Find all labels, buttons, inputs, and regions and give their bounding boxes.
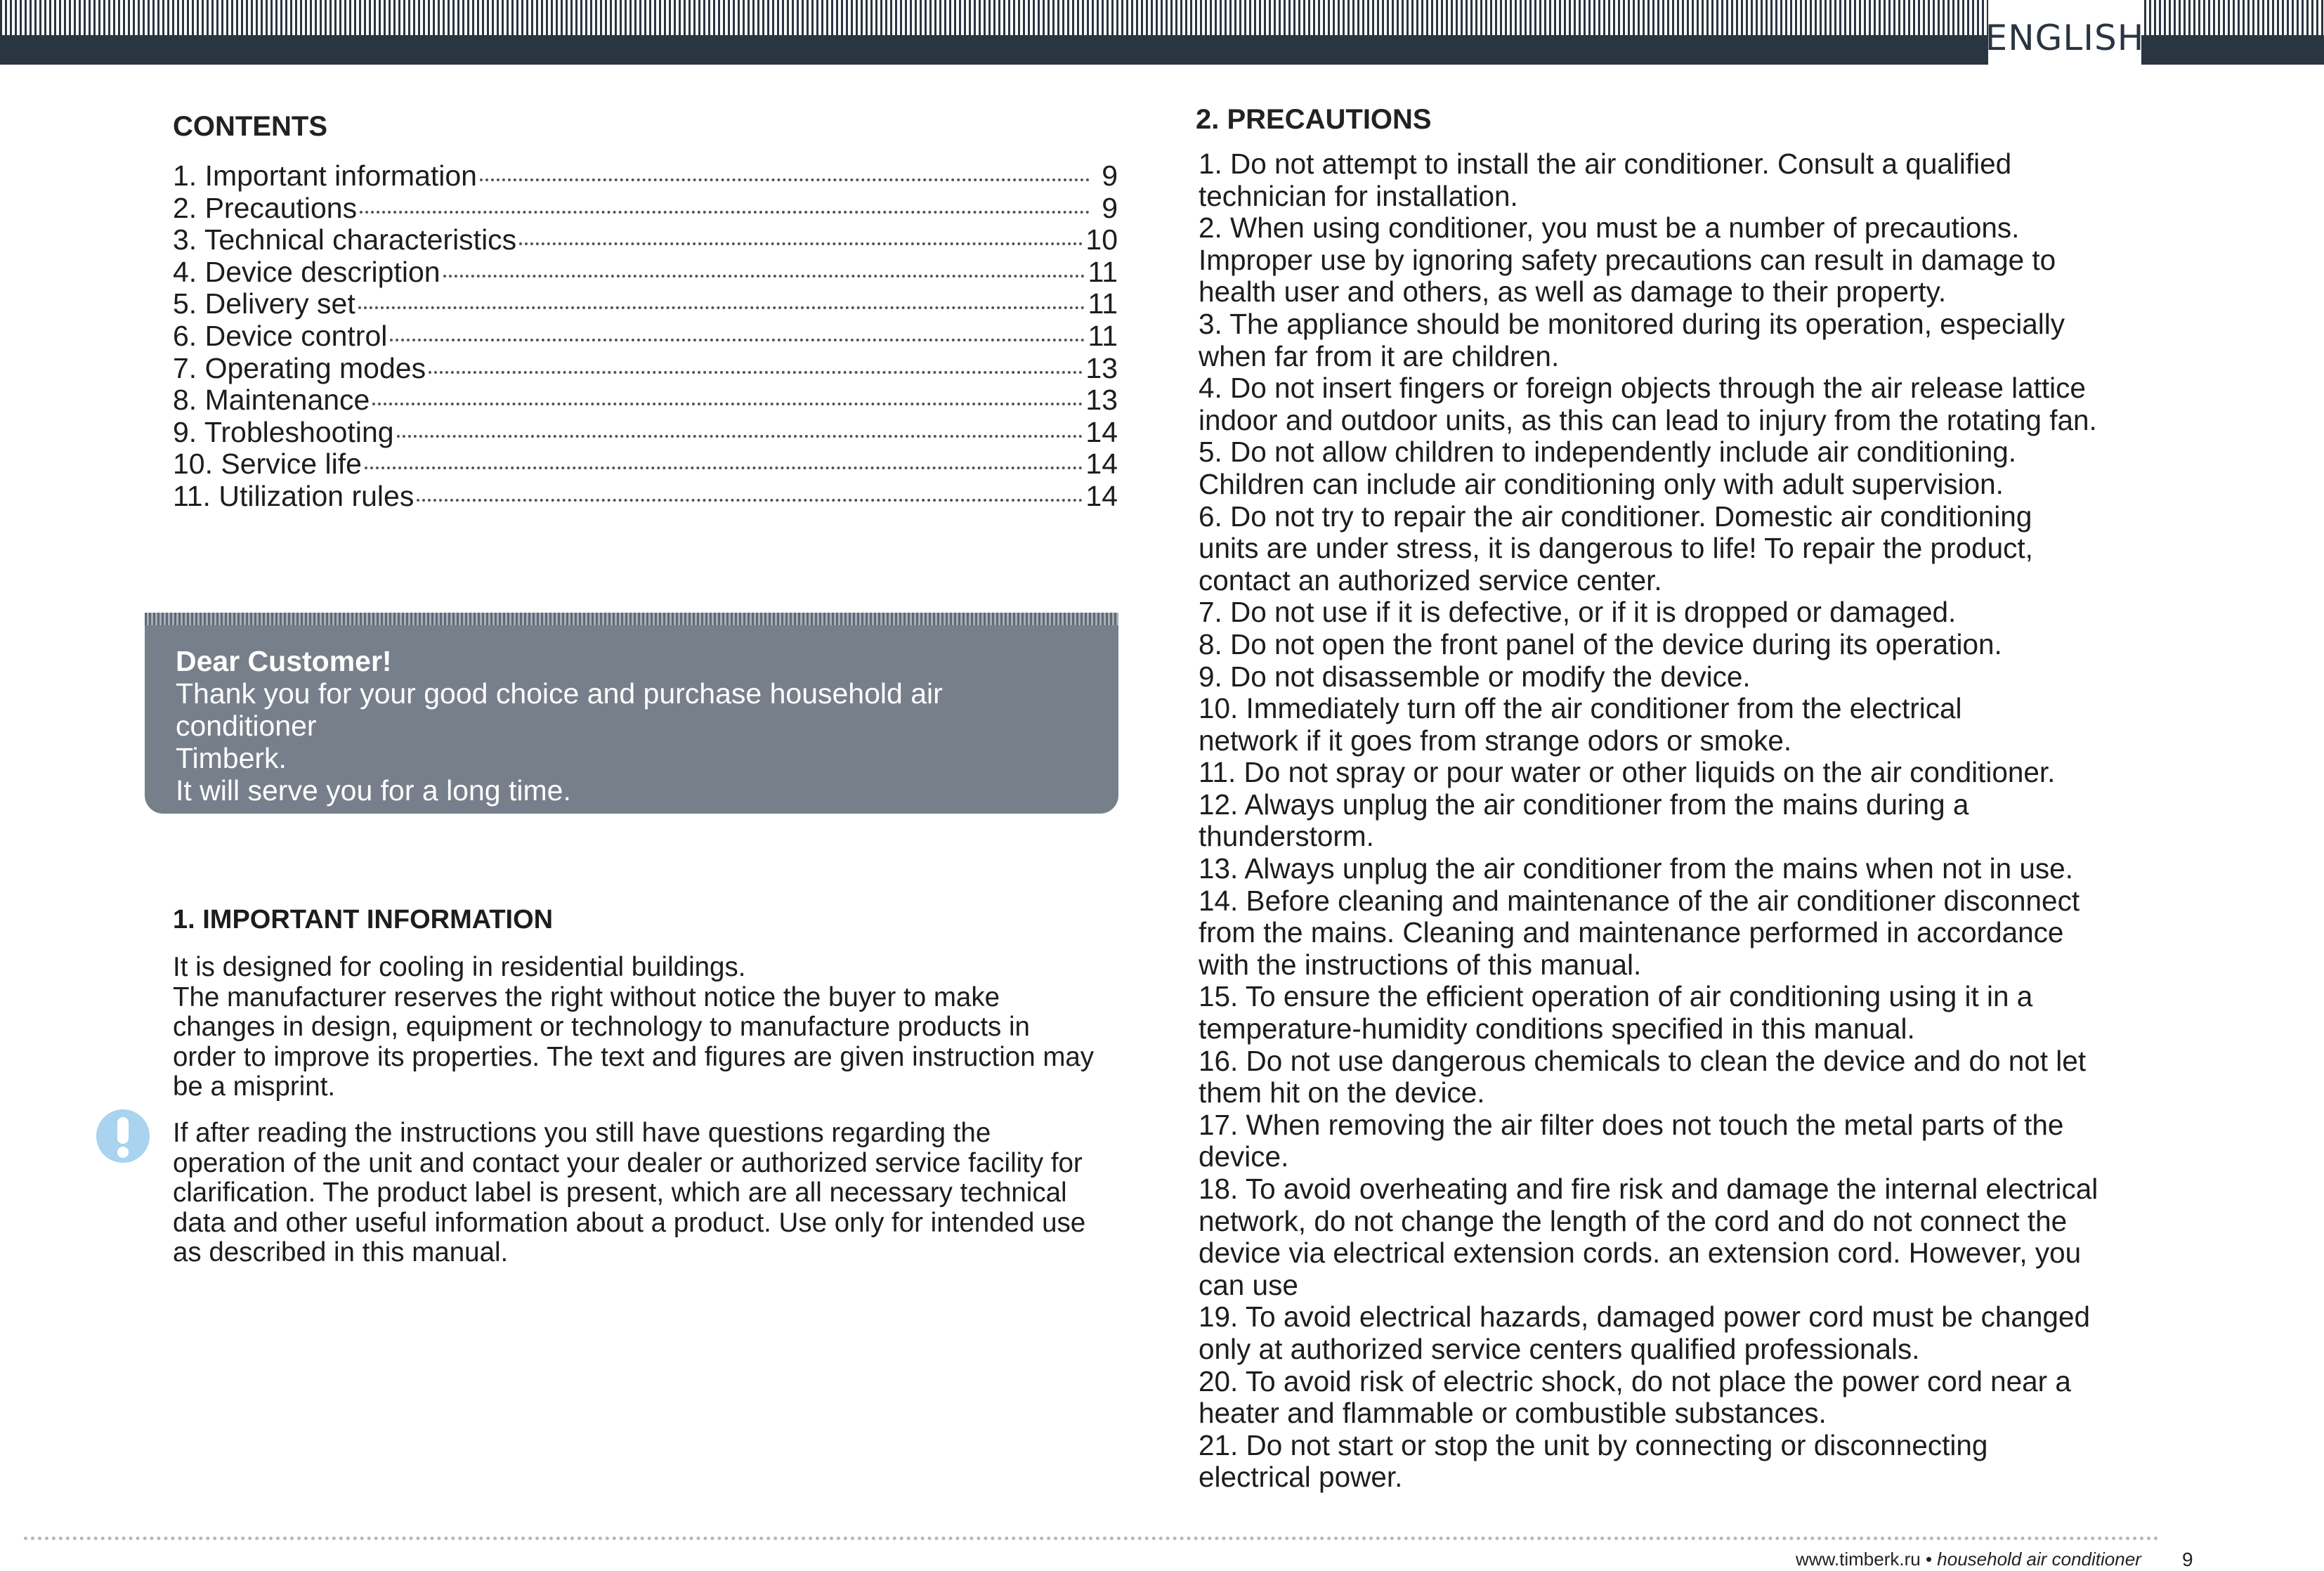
greeting-line: Thank you for your good choice and purchase household air conditioner	[176, 677, 943, 742]
toc-leader-dots	[429, 371, 1083, 374]
toc-entry-page: 11	[1088, 319, 1118, 352]
precaution-line: 13. Always unplug the air conditioner from the mains when not in use.	[1199, 852, 2073, 885]
toc-entry-label: 10. Service life	[173, 448, 362, 481]
text-line: If after reading the instructions you still have questions regarding the	[173, 1118, 991, 1148]
precaution-line: 9. Do not disassemble or modify the device.	[1199, 660, 1751, 693]
toc-entry	[173, 288, 1118, 320]
footer-tagline: household air conditioner	[1937, 1549, 2141, 1570]
text-line: as described in this manual.	[173, 1237, 509, 1267]
precaution-line: 20. To avoid risk of electric shock, do not place the power cord near a	[1199, 1364, 2071, 1397]
toc-entry	[173, 256, 1118, 289]
precaution-line: thunderstorm.	[1199, 820, 1374, 853]
footer-separator: •	[1925, 1549, 1933, 1570]
important-info-paragraph	[173, 953, 1128, 1102]
precaution-line: them hit on the device.	[1199, 1076, 1485, 1109]
toc-entry	[173, 417, 1118, 449]
page-number: 9	[2182, 1549, 2193, 1570]
toc-leader-dots	[360, 211, 1090, 214]
toc-entry-page: 11	[1088, 255, 1118, 288]
precaution-line: 21. Do not start or stop the unit by connecting or disconnecting	[1199, 1428, 1988, 1461]
toc-entry	[173, 224, 1118, 256]
text-line: order to improve its properties. The text and figures are given instruction may	[173, 1041, 1095, 1072]
toc-leader-dots	[372, 403, 1083, 405]
precaution-line: 14. Before cleaning and maintenance of the air conditioner disconnect	[1199, 884, 2080, 917]
greeting-stripe	[145, 613, 1118, 625]
exclamation-icon	[96, 1109, 150, 1163]
toc-entry-page: 14	[1085, 448, 1118, 481]
toc-entry	[173, 481, 1118, 513]
precaution-line: health user and others, as well as damage to their property.	[1199, 275, 1947, 308]
precaution-line: indoor and outdoor units, as this can lead to injury from the rotating fan.	[1199, 403, 2097, 436]
precautions-list	[1199, 148, 2154, 1494]
precaution-line: units are under stress, it is dangerous to life! To repair the product,	[1199, 532, 2033, 565]
toc-entry-label: 4. Device description	[173, 255, 440, 288]
text-line: changes in design, equipment or technology to manufacture products in	[173, 1012, 1030, 1042]
toc-leader-dots	[480, 178, 1090, 181]
precaution-line: contact an authorized service center.	[1199, 563, 1662, 597]
table-of-contents	[173, 160, 1118, 513]
precaution-line: device.	[1199, 1140, 1289, 1173]
text-line: The manufacturer reserves the right without notice the buyer to make	[173, 982, 1000, 1012]
greeting-line: It will serve you for a long time.	[176, 774, 571, 807]
precaution-line: 3. The appliance should be monitored during its operation, especially	[1199, 307, 2065, 340]
precaution-line: can use	[1199, 1268, 1298, 1301]
precaution-line: 17. When removing the air filter does not touch the metal parts of the	[1199, 1108, 2064, 1141]
precaution-line: technician for installation.	[1199, 179, 1518, 212]
toc-leader-dots	[390, 339, 1085, 341]
footer-website	[1796, 1549, 2141, 1570]
toc-entry	[173, 160, 1118, 193]
text-line: clarification. The product label is present, which are all necessary technical	[173, 1178, 1067, 1208]
precaution-line: Improper use by ignoring safety precautions can result in damage to	[1199, 243, 2056, 276]
precautions-heading: 2. PRECAUTIONS	[1196, 104, 1432, 135]
precaution-line: 18. To avoid overheating and fire risk and damage the internal electrical	[1199, 1173, 2098, 1205]
precaution-line: 2. When using conditioner, you must be a number of precautions.	[1199, 211, 2020, 245]
precaution-line: 12. Always unplug the air conditioner from the mains during a	[1199, 788, 1969, 821]
precaution-line: 10. Immediately turn off the air conditioner from the electrical	[1199, 692, 1962, 725]
text-line: data and other useful information about a product. Use only for intended use	[173, 1207, 1086, 1238]
precaution-line: electrical power.	[1199, 1461, 1403, 1494]
toc-entry	[173, 353, 1118, 385]
footer-url: www.timberk.ru	[1796, 1549, 1921, 1570]
precaution-line: network, do not change the length of the cord and do not connect the	[1199, 1204, 2068, 1237]
precaution-line: 7. Do not use if it is defective, or if it is dropped or damaged.	[1199, 596, 1957, 629]
precaution-line: 15. To ensure the efficient operation of air conditioning using it in a	[1199, 980, 2033, 1013]
important-info-heading: 1. IMPORTANT INFORMATION	[173, 905, 554, 934]
text-line: be a misprint.	[173, 1071, 336, 1102]
toc-entry-label: 3. Technical characteristics	[173, 223, 517, 256]
toc-entry	[173, 384, 1118, 417]
toc-leader-dots	[365, 467, 1083, 469]
toc-entry	[173, 448, 1118, 481]
toc-entry-page: 13	[1085, 351, 1118, 384]
greeting-box	[145, 613, 1118, 814]
text-line: operation of the unit and contact your dealer or authorized service facility for	[173, 1147, 1083, 1178]
precaution-line: with the instructions of this manual.	[1199, 948, 1642, 981]
precaution-line: 4. Do not insert fingers or foreign objects through the air release lattice	[1199, 372, 2086, 405]
toc-entry-label: 8. Maintenance	[173, 384, 370, 417]
toc-leader-dots	[519, 242, 1083, 245]
toc-entry	[173, 193, 1118, 225]
toc-entry-page: 11	[1088, 287, 1118, 320]
toc-entry-label: 9. Trobleshooting	[173, 415, 394, 448]
footer-divider	[24, 1537, 2160, 1540]
toc-entry-page: 14	[1085, 479, 1118, 512]
toc-entry-label: 5. Delivery set	[173, 287, 355, 320]
toc-entry-label: 2. Precautions	[173, 191, 358, 224]
toc-entry-label: 7. Operating modes	[173, 351, 426, 384]
contents-title: CONTENTS	[173, 111, 327, 142]
toc-leader-dots	[417, 499, 1083, 502]
precaution-line: when far from it are children.	[1199, 339, 1560, 372]
precaution-line: only at authorized service centers qualified professionals.	[1199, 1332, 1920, 1365]
toc-entry-label: 11. Utilization rules	[173, 479, 414, 512]
precaution-line: device via electrical extension cords. an extension cord. However, you	[1199, 1237, 2082, 1270]
precaution-line: 11. Do not spray or pour water or other liquids on the air conditioner.	[1199, 756, 2056, 789]
important-info-note	[173, 1119, 1128, 1268]
toc-entry-label: 6. Device control	[173, 319, 388, 352]
precaution-line: 5. Do not allow children to independently include air conditioning.	[1199, 436, 2016, 469]
toc-leader-dots	[443, 275, 1085, 278]
toc-leader-dots	[358, 306, 1085, 309]
precaution-line: 1. Do not attempt to install the air conditioner. Consult a qualified	[1199, 148, 2012, 180]
precaution-line: 6. Do not try to repair the air conditioner. Domestic air conditioning	[1199, 500, 2032, 533]
toc-entry-page: 10	[1085, 223, 1118, 256]
greeting-text	[176, 645, 1090, 807]
toc-entry-page: 9	[1102, 191, 1118, 224]
toc-entry-page: 14	[1085, 415, 1118, 448]
precaution-line: heater and flammable or combustible substances.	[1199, 1397, 1827, 1430]
greeting-line: Timberk.	[176, 742, 287, 774]
precaution-line: 8. Do not open the front panel of the device during its operation.	[1199, 627, 2002, 660]
toc-entry-page: 13	[1085, 384, 1118, 417]
precaution-line: 19. To avoid electrical hazards, damaged power cord must be changed	[1199, 1301, 2091, 1334]
language-label: ENGLISH	[1988, 0, 2141, 70]
precaution-line: Children can include air conditioning only with adult supervision.	[1199, 467, 2004, 500]
precaution-line: 16. Do not use dangerous chemicals to clean the device and do not let	[1199, 1044, 2087, 1077]
toc-entry-page: 9	[1102, 159, 1118, 192]
toc-entry-label: 1. Important information	[173, 159, 477, 192]
greeting-title: Dear Customer!	[176, 645, 392, 677]
header-solid-bar	[0, 35, 2324, 65]
precaution-line: temperature-humidity conditions specified in this manual.	[1199, 1012, 1915, 1045]
toc-entry	[173, 320, 1118, 353]
text-line: It is designed for cooling in residential buildings.	[173, 952, 746, 982]
precaution-line: network if it goes from strange odors or smoke.	[1199, 724, 1792, 757]
precaution-line: from the mains. Cleaning and maintenance performed in accordance	[1199, 916, 2064, 949]
toc-leader-dots	[397, 435, 1083, 438]
